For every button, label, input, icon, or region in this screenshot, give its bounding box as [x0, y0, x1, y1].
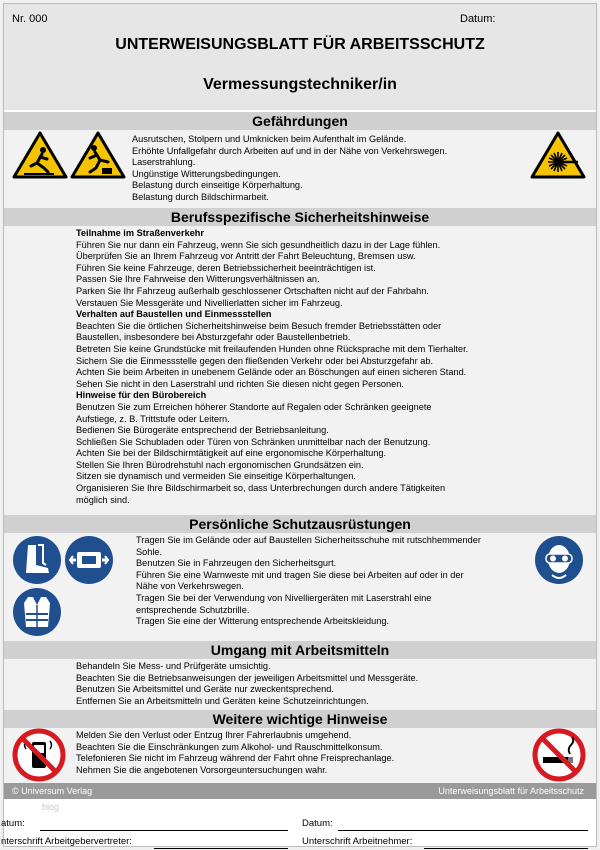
equipment-line: Behandeln Sie Mess- und Prüfgeräte umsichtig.: [76, 661, 271, 671]
employer-signature-line[interactable]: [154, 848, 288, 849]
safety-goggles-icon: [534, 535, 584, 590]
no-smoking-icon: [532, 728, 586, 787]
instruction-line: Sichern Sie die Einmessstelle gegen den fließenden Verkehr oder bei Absturzgefahr ab.: [76, 355, 434, 366]
ppe-text: [136, 535, 481, 628]
note-line: Melden Sie den Verlust oder Entzug Ihrer Fahrerlaubnis umgehend.: [76, 730, 352, 740]
footer-bar: [4, 783, 596, 799]
ppe-line: Sohle.: [136, 546, 163, 557]
subheading: Hinweise für den Bürobereich: [76, 390, 207, 401]
further-notes-text: [76, 730, 394, 776]
instruction-line: Baustellen, insbesondere bei Absturzgefahr oder Baustellenbetrieb.: [76, 332, 351, 343]
ppe-line: Tragen Sie im Gelände oder auf Baustellen Sicherheitsschuhe mit rutschhemmender: [136, 535, 481, 545]
section-further-notes: [4, 728, 596, 783]
instruction-line: Achten Sie bei der Bildschirmtätigkeit auf eine ergonomische Körperhaltung.: [76, 448, 386, 459]
laser-warning-icon: [530, 130, 586, 185]
note-line: Telefonieren Sie nicht im Fahrzeug während der Fahrt ohne Freisprechanlage.: [76, 753, 395, 764]
header-date-label: Datum:: [460, 13, 496, 25]
footer-document-name: Unterweisungsblatt für Arbeitsschutz: [438, 786, 584, 796]
equipment-line: Entfernen Sie an Arbeitsmitteln und Geräten keine Schutzeinrichtungen.: [76, 695, 369, 706]
instruction-line: Aufstiege, z. B. Trittstufe oder Leitern.: [76, 413, 230, 424]
sheet-header: [4, 4, 596, 110]
date-label-left: atum:: [1, 818, 25, 829]
subheading: Teilnahme im Straßenverkehr: [76, 228, 204, 238]
ppe-line: Tragen Sie eine der Witterung entsprechende Arbeitskleidung.: [136, 616, 389, 627]
hazard-line: Ausrutschen, Stolpern und Umknicken beim Aufenthalt im Gelände.: [132, 134, 407, 144]
seatbelt-icon: [64, 535, 114, 590]
section-ppe: [4, 533, 596, 641]
section-title-further-notes: Weitere wichtige Hinweise: [4, 710, 596, 728]
hazards-text: [132, 134, 447, 204]
safety-instructions-text: [76, 228, 468, 506]
ppe-line: entsprechende Schutzbrille.: [136, 604, 250, 615]
page-title: UNTERWEISUNGSBLATT FÜR ARBEITSSCHUTZ: [115, 36, 485, 53]
watermark-text: blog: [42, 802, 60, 812]
date-line-left[interactable]: [40, 830, 288, 831]
instruction-line: Passen Sie Ihre Fahrweise den Witterungsverhältnissen an.: [76, 274, 320, 285]
instruction-sheet: [3, 3, 597, 847]
ppe-line: Nähe von Verkehrswegen.: [136, 581, 244, 592]
section-title-work-equipment: Umgang mit Arbeitsmitteln: [4, 641, 596, 659]
safety-boots-icon: [12, 535, 62, 590]
no-mobile-phone-icon: [12, 728, 66, 787]
section-title-ppe: Persönliche Schutzausrüstungen: [4, 515, 596, 533]
ppe-line: Benutzen Sie in Fahrzeugen den Sicherheitsgurt.: [136, 558, 337, 569]
ppe-line: Tragen Sie bei der Verwendung von Nivelliergeräten mit Laserstrahl eine: [136, 592, 432, 603]
note-line: Nehmen Sie die angebotenen Vorsorgeuntersuchungen wahr.: [76, 764, 328, 775]
section-title-hazards: Gefährdungen: [4, 112, 596, 130]
instruction-line: Schließen Sie Schubladen oder Türen von Schränken unmittelbar nach der Benutzung.: [76, 436, 431, 447]
subheading: Verhalten auf Baustellen und Einmessstellen: [76, 309, 272, 320]
equipment-line: Benutzen Sie Arbeitsmittel und Geräte nur zweckentsprechend.: [76, 684, 334, 695]
hazard-line: Laserstrahlung.: [132, 157, 196, 168]
instruction-line: Bedienen Sie Bürogeräte entsprechend der Betriebsanleitung.: [76, 425, 329, 436]
trip-warning-icon: [70, 130, 126, 185]
instruction-line: Stellen Sie Ihren Bürodrehstuhl nach ergonomischen Grundsätzen ein.: [76, 459, 364, 470]
instruction-line: Betreten Sie keine Grundstücke mit freilaufenden Hunden ohne Rücksprache mit dem Tierhalter.: [76, 343, 469, 354]
hazard-line: Belastung durch einseitige Körperhaltung.: [132, 180, 303, 191]
hazard-line: Belastung durch Bildschirmarbeit.: [132, 191, 269, 202]
instruction-line: Sehen Sie nicht in den Laserstrahl und richten Sie diesen nicht gegen Personen.: [76, 378, 404, 389]
page-subtitle: Vermessungstechniker/in: [203, 76, 397, 93]
equipment-line: Beachten Sie die Betriebsanweisungen der jeweiligen Arbeitsmittel und Messgeräte.: [76, 672, 419, 683]
instruction-line: Führen Sie keine Fahrzeuge, deren Betriebssicherheit beeinträchtigen ist.: [76, 262, 376, 273]
date-label-right: Datum:: [302, 818, 333, 829]
instruction-line: Achten Sie beim Arbeiten in unebenem Gelände oder an Böschungen auf einen sicheren Stand.: [76, 367, 467, 378]
section-hazards: [4, 130, 596, 208]
date-line-right[interactable]: [338, 830, 588, 831]
employee-signature-label: Unterschrift Arbeitnehmer:: [302, 836, 413, 847]
instruction-line: Benutzen Sie zum Erreichen höherer Standorte auf Regalen oder Schränken geeignete: [76, 401, 432, 412]
work-equipment-text: [76, 661, 418, 707]
copyright-label: © Universum Verlag: [12, 786, 93, 796]
instruction-line: Überprüfen Sie an Ihrem Fahrzeug vor Antritt der Fahrt Beleuchtung, Bremsen usw.: [76, 251, 416, 262]
employer-signature-label: nterschrift Arbeitgebervertreter:: [1, 836, 132, 847]
instruction-line: Führen Sie nur dann ein Fahrzeug, wenn Sie sich gesundheitlich dazu in der Lage fühlen.: [76, 239, 441, 250]
section-safety-instructions: [4, 226, 596, 515]
safety-vest-icon: [12, 587, 62, 642]
instruction-line: möglich sind.: [76, 494, 130, 505]
section-work-equipment: [4, 659, 596, 710]
document-number: Nr. 000: [12, 13, 48, 25]
instruction-line: Sitzen sie dynamisch und vermeiden Sie einseitige Körperhaltungen.: [76, 471, 356, 482]
note-line: Beachten Sie die Einschränkungen zum Alkohol- und Rauschmittelkonsum.: [76, 741, 383, 752]
instruction-line: Parken Sie Ihr Fahrzeug außerhalb geschlossener Ortschaften nicht auf der Fahrbahn.: [76, 285, 429, 296]
section-title-safety-instructions: Berufsspezifische Sicherheitshinweise: [4, 208, 596, 226]
slip-warning-icon: [12, 130, 68, 185]
instruction-line: Organisieren Sie Ihre Bildschirmarbeit so, dass Unterbrechungen durch andere Tätigkeiten: [76, 483, 446, 494]
employee-signature-line[interactable]: [424, 848, 588, 849]
ppe-line: Führen Sie eine Warnweste mit und tragen Sie diese bei Arbeiten auf oder in der: [136, 569, 464, 580]
instruction-line: Verstauen Sie Messgeräte und Nivellierlatten sicher im Fahrzeug.: [76, 297, 343, 308]
hazard-line: Erhöhte Unfallgefahr durch Arbeiten auf und in der Nähe von Verkehrswegen.: [132, 145, 448, 156]
hazard-line: Ungünstige Witterungsbedingungen.: [132, 168, 281, 179]
instruction-line: Beachten Sie die örtlichen Sicherheitshinweise beim Besuch fremder Betriebsstätten oder: [76, 320, 442, 331]
